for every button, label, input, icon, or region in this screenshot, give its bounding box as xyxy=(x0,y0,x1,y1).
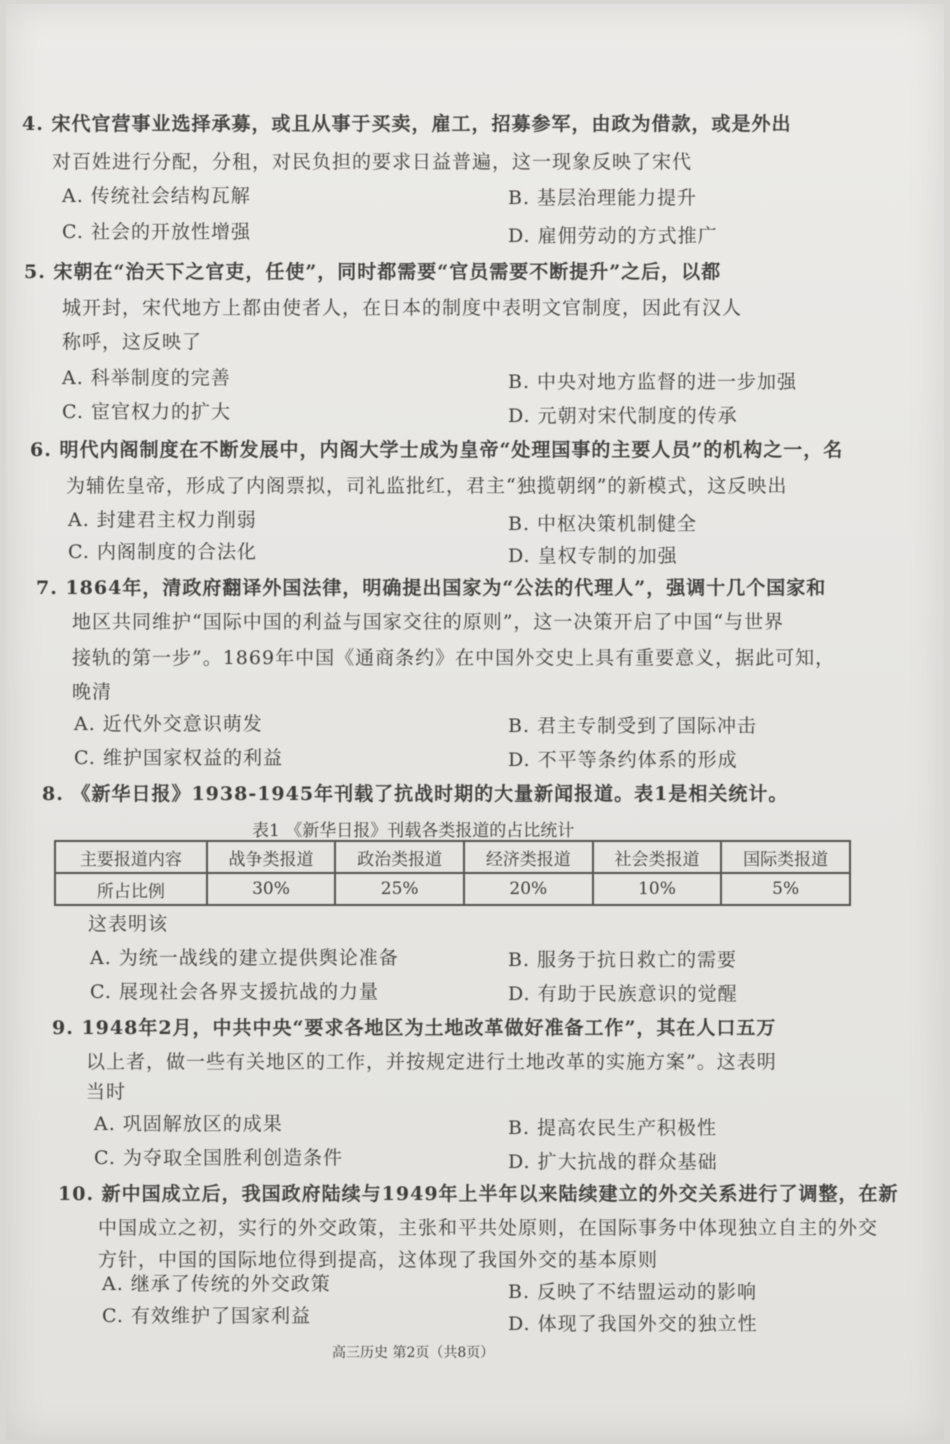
question-10-option-b: B. 反映了不结盟运动的影响 xyxy=(508,1281,758,1303)
question-9-option-d: D. 扩大抗战的群众基础 xyxy=(508,1151,718,1173)
question-4-option-a: A. 传统社会结构瓦解 xyxy=(62,185,251,207)
question-5-line-1: 5. 宋朝在“治天下之官吏，任使”，同时都需要“官员需要不断提升”之后，以都 xyxy=(24,261,722,283)
page-footer: 高三历史 第2页（共8页） xyxy=(332,1345,495,1361)
table-caption: 表1 《新华日报》刊载各类报道的占比统计 xyxy=(252,821,575,841)
question-4-option-d: D. 雇佣劳动的方式推广 xyxy=(508,225,718,247)
question-5-line-3: 称呼，这反映了 xyxy=(62,331,203,353)
table-header-cell: 战争类报道 xyxy=(207,841,336,873)
question-9-line-1: 9. 1948年2月，中共中央“要求各地区为土地改革做好准备工作”，其在人口五万 xyxy=(52,1017,777,1039)
question-4-option-b: B. 基层治理能力提升 xyxy=(508,187,698,209)
question-4-line-1: 4. 宋代官营事业选择承募，或且从事于买卖，雇工，招募参军，由政为借款，或是外出 xyxy=(22,113,792,135)
question-9-line-3: 当时 xyxy=(86,1081,127,1103)
question-8-option-b: B. 服务于抗日救亡的需要 xyxy=(508,949,738,971)
question-9-line-2: 以上者，做一些有关地区的工作，并按规定进行土地改革的实施方案”。这表明 xyxy=(86,1051,777,1073)
table-cell: 25% xyxy=(335,873,464,905)
table-header-cell: 国际类报道 xyxy=(721,841,850,873)
statistics-table xyxy=(54,840,851,906)
table-header-cell: 政治类报道 xyxy=(335,841,464,873)
question-10-line-1: 10. 新中国成立后，我国政府陆续与1949年上半年以来陆续建立的外交关系进行了调整，在新 xyxy=(58,1183,899,1205)
question-7-option-b: B. 君主专制受到了国际冲击 xyxy=(508,715,758,737)
question-7-option-a: A. 近代外交意识萌发 xyxy=(74,713,263,735)
question-7-line-2: 地区共同维护“国际中国的利益与国家交往的原则”，这一决策开启了中国“与世界 xyxy=(72,611,785,633)
question-6-option-c: C. 内阁制度的合法化 xyxy=(68,541,257,563)
question-8-option-c: C. 展现社会各界支援抗战的力量 xyxy=(90,981,379,1003)
question-9-option-b: B. 提高农民生产积极性 xyxy=(508,1117,718,1139)
question-5-line-2: 城开封，宋代地方上都由使者人，在日本的制度中表明文官制度，因此有汉人 xyxy=(62,297,743,319)
table-row-label: 所占比例 xyxy=(55,873,207,905)
question-10-option-d: D. 体现了我国外交的独立性 xyxy=(508,1313,758,1335)
question-10-line-2: 中国成立之初，实行的外交政策，主张和平共处原则，在国际事务中体现独立自主的外交 xyxy=(98,1217,879,1239)
question-4-line-2: 对百姓进行分配，分租，对民负担的要求日益普遍，这一现象反映了宋代 xyxy=(52,151,693,173)
question-8-stem-end: 这表明该 xyxy=(88,913,169,935)
table-cell: 30% xyxy=(207,873,336,905)
question-8-option-d: D. 有助于民族意识的觉醒 xyxy=(508,983,738,1005)
question-7-option-d: D. 不平等条约体系的形成 xyxy=(508,749,738,771)
table-header-row xyxy=(55,841,850,873)
table-row xyxy=(55,873,850,905)
table-header-cell: 社会类报道 xyxy=(593,841,722,873)
question-10-option-a: A. 继承了传统的外交政策 xyxy=(102,1273,331,1295)
question-5-option-b: B. 中央对地方监督的进一步加强 xyxy=(508,371,798,393)
question-6-line-1: 6. 明代内阁制度在不断发展中，内阁大学士成为皇帝“处理国事的主要人员”的机构之一，名 xyxy=(30,439,844,461)
question-8-line-1: 8. 《新华日报》1938-1945年刊载了抗战时期的大量新闻报道。表1是相关统计。 xyxy=(42,783,789,805)
table-header-cell: 经济类报道 xyxy=(464,841,593,873)
question-9-option-c: C. 为夺取全国胜利创造条件 xyxy=(94,1147,343,1169)
question-10-line-3: 方针，中国的国际地位得到提高，这体现了我国外交的基本原则 xyxy=(98,1249,659,1271)
question-5-option-c: C. 宦官权力的扩大 xyxy=(62,401,231,423)
question-7-line-1: 7. 1864年，清政府翻译外国法律，明确提出国家为“公法的代理人”，强调十几个国家和 xyxy=(36,577,827,599)
question-9-option-a: A. 巩固解放区的成果 xyxy=(94,1113,283,1135)
question-4-option-c: C. 社会的开放性增强 xyxy=(62,221,251,243)
question-6-line-2: 为辅佐皇帝，形成了内阁票拟，司礼监批红，君主“独揽朝纲”的新模式，这反映出 xyxy=(66,475,788,497)
exam-page xyxy=(6,4,944,1440)
table-cell: 5% xyxy=(721,873,850,905)
question-6-option-d: D. 皇权专制的加强 xyxy=(508,545,678,567)
question-5-option-d: D. 元朝对宋代制度的传承 xyxy=(508,405,738,427)
question-7-line-3: 接轨的第一步”。1869年中国《通商条约》在中国外交史上具有重要意义，据此可知， xyxy=(72,647,836,669)
question-5-option-a: A. 科举制度的完善 xyxy=(62,367,231,389)
question-6-option-b: B. 中枢决策机制健全 xyxy=(508,513,698,535)
question-7-option-c: C. 维护国家权益的利益 xyxy=(74,747,283,769)
question-6-option-a: A. 封建君主权力削弱 xyxy=(68,509,257,531)
table-cell: 10% xyxy=(593,873,722,905)
table-header-cell: 主要报道内容 xyxy=(55,841,207,873)
question-7-line-4: 晚清 xyxy=(72,681,113,703)
table-cell: 20% xyxy=(464,873,593,905)
question-10-option-c: C. 有效维护了国家利益 xyxy=(102,1305,311,1327)
question-8-option-a: A. 为统一战线的建立提供舆论准备 xyxy=(90,947,399,969)
